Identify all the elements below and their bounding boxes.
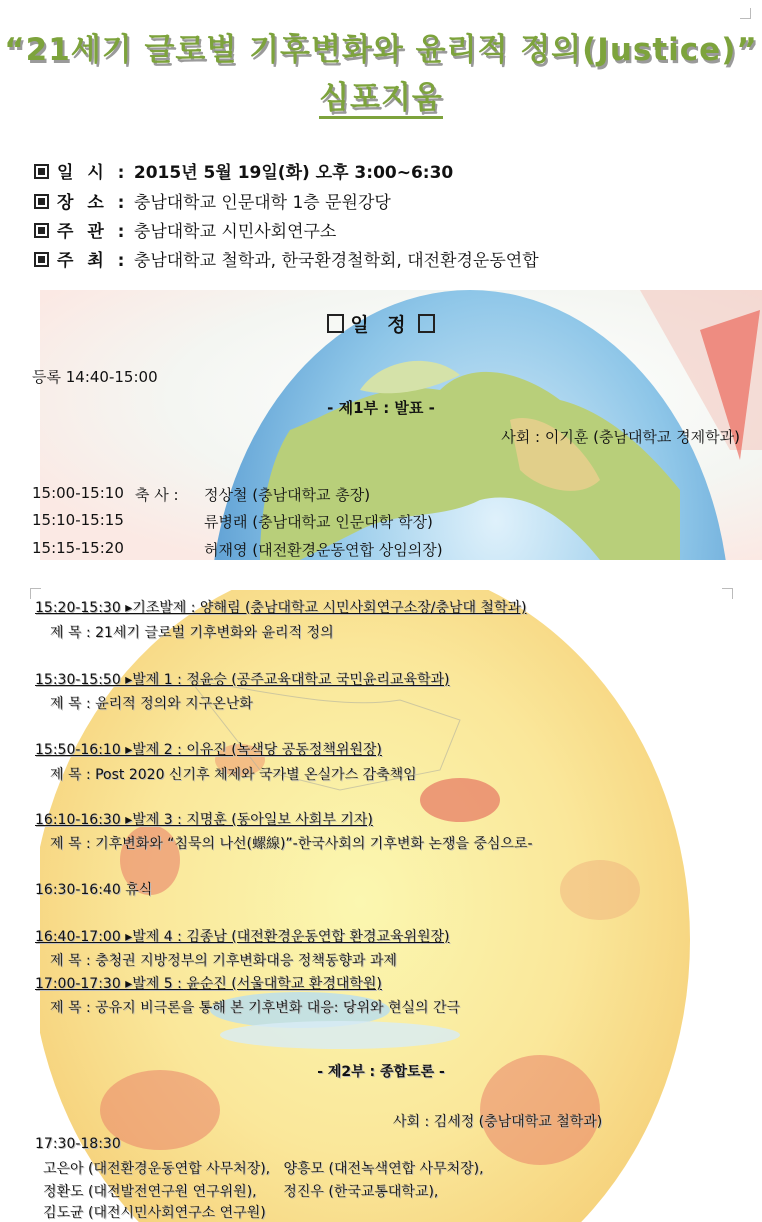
part2-title: - 제2부 : 종합토론 -: [317, 1064, 445, 1080]
opening-speaker: 정상철 (충남대학교 총장): [204, 486, 371, 504]
talk-subject: 제 목 : 기후변화와 “침묵의 나선(螺線)”-한국사회의 기후변화 논쟁을 중심으로-: [50, 836, 533, 852]
talk-header: 16:10-16:30 ▸발제 3 : 지명훈 (동아일보 사회부 기자): [35, 812, 373, 828]
opening-time: 15:10-15:15: [32, 511, 124, 529]
opening-speaker: 류병래 (충남대학교 인문대학 학장): [204, 513, 433, 531]
talk-subject: 제 목 : 윤리적 정의와 지구온난화: [50, 696, 253, 712]
talk-header: 15:20-15:30 ▸기조발제 : 양해림 (충남대학교 시민사회연구소장/충남대 철학과): [35, 600, 527, 616]
panel-line: 김도균 (대전시민사회연구소 연구원): [43, 1205, 266, 1221]
panel-line: 고은아 (대전환경운동연합 사무처장), 양흥모 (대전녹색연합 사무처장),: [43, 1161, 484, 1177]
info-date: 일 시 : 2015년 5월 19일(화) 오후 3:00∼6:30: [34, 158, 453, 183]
part1-title: - 제1부 : 발표 -: [327, 399, 435, 417]
talk-header: 17:00-17:30 ▸발제 5 : 윤순진 (서울대학교 환경대학원): [35, 976, 382, 992]
talk-header: 16:40-17:00 ▸발제 4 : 김종남 (대전환경운동연합 환경교육위원장): [35, 929, 450, 945]
opening-time: 15:00-15:10: [32, 484, 124, 502]
talk-subject: 제 목 : 21세기 글로벌 기후변화와 윤리적 정의: [50, 625, 334, 641]
poster-title: “21세기 글로벌 기후변화와 윤리적 정의(Justice)”: [4, 32, 758, 68]
talk-subject: 제 목 : 충청권 지방정부의 기후변화대응 정책동향과 과제: [50, 953, 397, 969]
square-box-icon: [418, 314, 435, 333]
talk-subject: 제 목 : Post 2020 신기후 체제와 국가별 온실가스 감축책임: [50, 767, 417, 783]
opening-speaker: 허재영 (대전환경운동연합 상임의장): [204, 541, 443, 559]
square-bullet-icon: [34, 252, 49, 267]
square-bullet-icon: [34, 223, 49, 238]
info-venue: 장 소 : 충남대학교 인문대학 1층 문원강당: [34, 188, 391, 213]
opening-time: 15:15-15:20: [32, 539, 124, 557]
part2-moderator: 사회 : 김세정 (충남대학교 철학과): [393, 1114, 603, 1130]
break-line: 16:30-16:40 휴식: [35, 882, 153, 898]
talk-subject: 제 목 : 공유지 비극론을 통해 본 기후변화 대응: 당위와 현실의 간극: [50, 1000, 461, 1016]
talk-header: 15:50-16:10 ▸발제 2 : 이유진 (녹색당 공동정책위원장): [35, 742, 382, 758]
talk-header: 15:30-15:50 ▸발제 1 : 정윤승 (공주교육대학교 국민윤리교육학과): [35, 672, 450, 688]
registration-line: 등록 14:40-15:00: [32, 368, 158, 386]
square-bullet-icon: [34, 194, 49, 209]
page-corner-mark: [740, 8, 751, 19]
schedule-heading: 일 정: [0, 310, 762, 337]
panel-line: 정환도 (대전발전연구원 연구위원), 정진우 (한국교통대학교),: [43, 1184, 439, 1200]
page-corner-mark: [722, 588, 733, 599]
square-bullet-icon: [34, 164, 49, 179]
opening-role: 축 사 :: [135, 486, 179, 504]
part1-moderator: 사회 : 이기훈 (충남대학교 경제학과): [501, 428, 740, 446]
info-organizer: 주 관 : 충남대학교 시민사회연구소: [34, 217, 336, 242]
poster-subtitle: 심포지움: [0, 72, 762, 117]
info-host: 주 최 : 충남대학교 철학과, 한국환경철학회, 대전환경운동연합: [34, 246, 539, 271]
square-box-icon: [327, 314, 344, 333]
part2-time: 17:30-18:30: [35, 1136, 121, 1152]
